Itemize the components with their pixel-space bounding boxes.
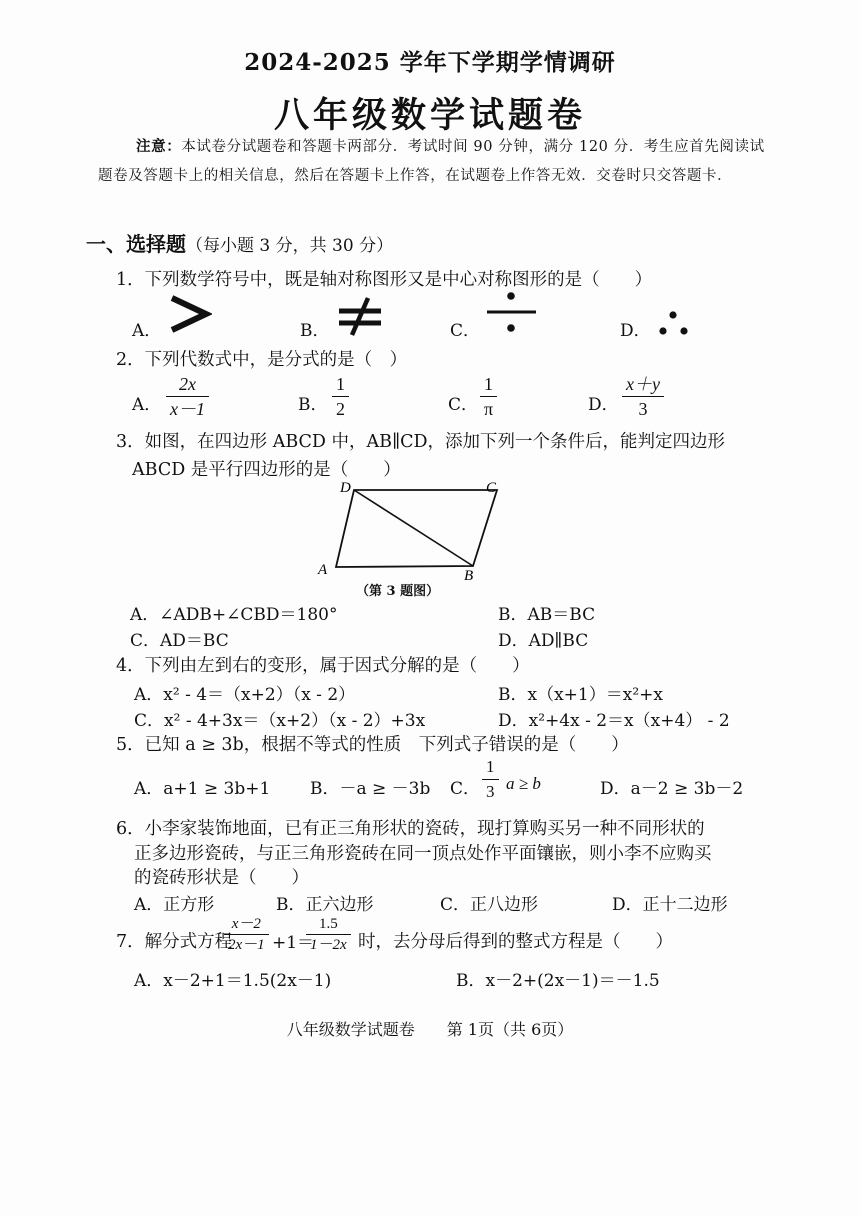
q3-stem-line2: ABCD 是平行四边形的是（ ） bbox=[132, 460, 401, 480]
fraction-denominator: 3 bbox=[486, 782, 495, 801]
q5-option-c-rest: a ≥ b bbox=[506, 774, 541, 793]
q7-fraction-right bbox=[306, 914, 351, 955]
section-title bbox=[86, 228, 393, 257]
fraction-denominator: 2x－1 bbox=[228, 937, 265, 953]
figure-caption: （第 3 题图） bbox=[356, 584, 440, 599]
q5-option-a: A．a+1 ≥ 3b+1 bbox=[134, 779, 271, 799]
division-icon bbox=[484, 288, 540, 338]
q6-option-c: C．正八边形 bbox=[440, 895, 539, 915]
q2-option-d-label: D． bbox=[588, 395, 619, 415]
section-scoring: （每小题 3 分，共 30 分） bbox=[186, 236, 394, 256]
q2-stem: 2．下列代数式中，是分式的是（ ） bbox=[116, 350, 408, 370]
q6-option-d: D．正十二边形 bbox=[612, 895, 728, 915]
q6-stem-line3: 的瓷砖形状是（ ） bbox=[134, 868, 309, 888]
q1-stem: 1．下列数学符号中，既是轴对称图形又是中心对称图形的是（ ） bbox=[116, 270, 653, 290]
not-equal-icon bbox=[336, 296, 384, 336]
q3-option-c: C．AD＝BC bbox=[130, 631, 229, 651]
because-icon bbox=[656, 310, 692, 336]
notice bbox=[98, 132, 766, 191]
fraction-numerator: 1 bbox=[332, 372, 349, 397]
fraction-denominator: π bbox=[484, 399, 494, 419]
q3-option-d: D．AD∥BC bbox=[498, 631, 589, 651]
fraction-numerator: 1 bbox=[480, 372, 497, 397]
q5-option-b: B．－a ≥ －3b bbox=[310, 779, 431, 799]
q3-option-a: A．∠ADB+∠CBD＝180° bbox=[130, 605, 338, 625]
fraction-denominator: x－1 bbox=[170, 399, 205, 419]
notice-label: 注意： bbox=[136, 138, 182, 155]
q6-stem-line2: 正多边形瓷砖，与正三角形瓷砖在同一顶点处作平面镶嵌，则小李不应购买 bbox=[134, 844, 712, 864]
q1-option-a-label: A． bbox=[132, 321, 162, 341]
page-footer: 八年级数学试题卷 第 1页（共 6页） bbox=[286, 1020, 574, 1039]
q3-option-b: B．AB＝BC bbox=[498, 605, 596, 625]
vertex-label-c: C bbox=[486, 480, 497, 496]
section-name: 一、选择题 bbox=[86, 232, 186, 256]
q7-option-a: A．x－2+1＝1.5(2x－1) bbox=[134, 971, 332, 991]
notice-text: 本试卷分试题卷和答题卡两部分．考试时间 90 分钟，满分 120 分．考生应首先阅读试题卷及答题卡上的相关信息，然后在答题卡上作答，在试题卷上作答无效．交卷时只交答题卡． bbox=[98, 139, 765, 184]
q7-stem-prefix: 7．解分式方程 bbox=[116, 932, 233, 952]
q1-option-b-label: B． bbox=[300, 321, 330, 341]
q2-option-d-fraction bbox=[622, 372, 664, 421]
fraction-denominator: 2 bbox=[336, 399, 345, 419]
q6-option-a: A．正方形 bbox=[134, 895, 215, 915]
q2-option-a-label: A． bbox=[132, 395, 162, 415]
q5-option-c-fraction bbox=[482, 755, 499, 804]
fraction-numerator: x＋y bbox=[622, 372, 664, 397]
q2-option-c-fraction bbox=[480, 372, 497, 421]
fraction-numerator: 1.5 bbox=[306, 914, 351, 935]
fraction-numerator: x－2 bbox=[224, 914, 269, 935]
q2-option-b-fraction bbox=[332, 372, 349, 421]
diagonal-db bbox=[354, 490, 473, 566]
q1-option-c-label: C． bbox=[450, 321, 481, 341]
q3-stem-line1: 3．如图，在四边形 ABCD 中，AB∥CD，添加下列一个条件后，能判定四边形 bbox=[116, 432, 726, 452]
vertex-label-b: B bbox=[464, 568, 474, 584]
exam-subtitle: 八年级数学试题卷 bbox=[273, 95, 586, 136]
q6-option-b: B．正六边形 bbox=[276, 895, 374, 915]
q4-option-d: D．x²+4x - 2＝x（x+4） - 2 bbox=[498, 711, 730, 731]
fraction-numerator: 1 bbox=[482, 755, 499, 780]
fraction-denominator: 3 bbox=[638, 399, 648, 419]
q4-option-c: C．x² - 4+3x＝（x+2）（x - 2）+3x bbox=[134, 711, 426, 731]
q2-option-c-label: C． bbox=[448, 395, 479, 415]
greater-than-icon bbox=[168, 294, 212, 334]
q5-stem: 5．已知 a ≥ 3b，根据不等式的性质 下列式子错误的是（ ） bbox=[116, 735, 629, 755]
q7-stem-suffix: 时，去分母后得到的整式方程是（ ） bbox=[358, 932, 673, 952]
q4-option-a: A．x² - 4＝（x+2）（x - 2） bbox=[134, 685, 356, 705]
parallelogram-shape bbox=[336, 490, 497, 567]
q2-option-a-fraction bbox=[166, 372, 209, 421]
fraction-denominator: 1－2x bbox=[310, 937, 347, 953]
q6-stem-line1: 6．小李家装饰地面，已有正三角形状的瓷砖，现打算购买另一种不同形状的 bbox=[116, 819, 705, 839]
parallelogram-figure bbox=[312, 476, 522, 586]
q5-option-d: D．a－2 ≥ 3b－2 bbox=[600, 779, 744, 799]
q7-fraction-left bbox=[224, 914, 269, 955]
q7-option-b: B．x－2+(2x－1)＝－1.5 bbox=[456, 971, 660, 991]
q7-stem-middle: +1＝ bbox=[272, 933, 315, 953]
q5-option-c-label: C． bbox=[450, 779, 481, 799]
q4-option-b: B．x（x+1）＝x²+x bbox=[498, 685, 663, 705]
exam-title: 2024-2025 学年下学期学情调研 bbox=[244, 49, 616, 76]
q4-stem: 4．下列由左到右的变形，属于因式分解的是（ ） bbox=[116, 656, 530, 676]
q1-option-d-label: D． bbox=[620, 321, 651, 341]
vertex-label-a: A bbox=[318, 562, 328, 578]
vertex-label-d: D bbox=[340, 480, 351, 496]
fraction-numerator: 2x bbox=[166, 372, 209, 397]
q2-option-b-label: B． bbox=[298, 395, 328, 415]
